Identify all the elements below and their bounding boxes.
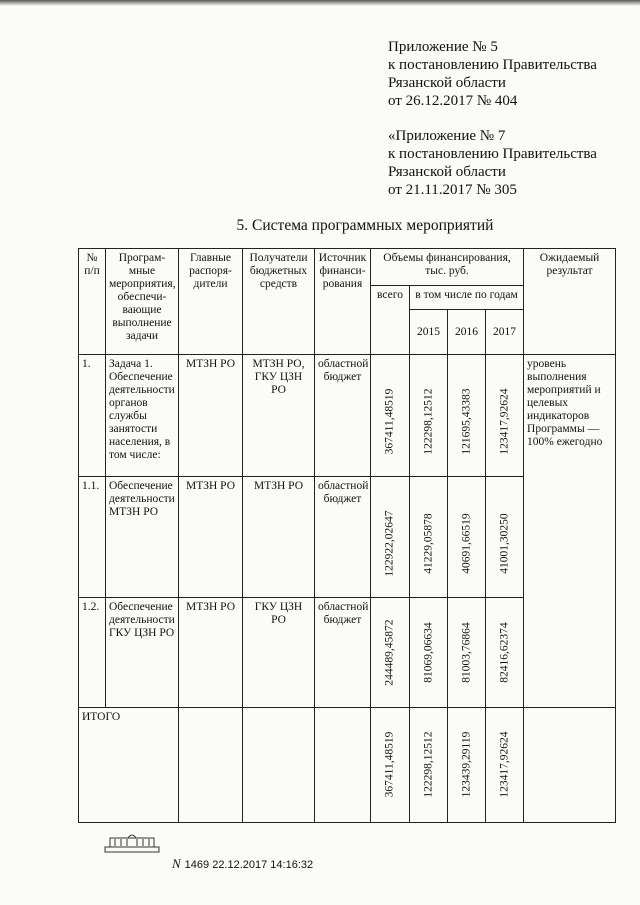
header-source: Источник финанси-рования [315, 249, 371, 355]
header-by-years: в том числе по годам [410, 286, 524, 310]
header-funding: Объемы финансирования, тыс. руб. [371, 249, 524, 286]
header-managers: Главные распоря-дители [179, 249, 243, 355]
program-measures-table [78, 248, 616, 823]
annex-line: Приложение № 5 [388, 39, 498, 55]
registration-mark: N [172, 856, 181, 871]
annex-line: Рязанской области [388, 164, 506, 180]
header-result: Ожидаемый результат [524, 249, 616, 355]
cell-source: областной бюджет [315, 477, 371, 598]
cell-2016 [448, 355, 486, 477]
cell-empty [315, 708, 371, 823]
cell-measure: Обеспечение деятельности ГКУ ЦЗН РО [106, 598, 179, 708]
cell-manager: МТЗН РО [179, 598, 243, 708]
government-building-icon [104, 832, 160, 854]
cell-2017 [486, 598, 524, 708]
cell-empty [243, 708, 315, 823]
total-row [79, 708, 616, 823]
cell-num: 1. [79, 355, 106, 477]
annex-header-current [388, 38, 597, 110]
cell-source: областной бюджет [315, 355, 371, 477]
cell-2017 [486, 708, 524, 823]
cell-2016 [448, 598, 486, 708]
annex-line: от 26.12.2017 № 404 [388, 93, 518, 109]
value-total: 367411,48519 [383, 388, 396, 455]
value-total: 122922,02647 [383, 510, 396, 577]
cell-manager: МТЗН РО [179, 355, 243, 477]
annex-line: Рязанской области [388, 75, 506, 91]
value-2015: 122298,12512 [422, 388, 434, 455]
annex-line: к постановлению Правительства [388, 57, 597, 73]
cell-measure: Задача 1. Обеспечение деятельности органов службы занятости населения, в том числе: [106, 355, 179, 477]
header-total: всего [371, 286, 410, 355]
value-2015: 41229,05878 [422, 513, 434, 574]
cell-recipient: МТЗН РО, ГКУ ЦЗН РО [243, 355, 315, 477]
value-2017: 82416,62374 [498, 622, 511, 683]
scan-edge-shadow [0, 0, 640, 6]
cell-2015 [410, 477, 448, 598]
annex-line: «Приложение № 7 [388, 128, 506, 144]
cell-result: уровень выполнения мероприятий и целевых индикаторов Программы — 100% ежегодно [524, 355, 616, 708]
cell-2016 [448, 708, 486, 823]
header-year: 2016 [448, 310, 486, 355]
cell-recipient: ГКУ ЦЗН РО [243, 598, 315, 708]
header-year: 2017 [486, 310, 524, 355]
cell-num: 1.1. [79, 477, 106, 598]
annex-line: от 21.11.2017 № 305 [388, 182, 517, 198]
cell-empty [524, 708, 616, 823]
value-2015: 81069,06634 [422, 622, 434, 683]
table-row [79, 355, 616, 477]
cell-recipient: МТЗН РО [243, 477, 315, 598]
cell-2017 [486, 355, 524, 477]
cell-2015 [410, 355, 448, 477]
value-2016: 40691,66519 [460, 513, 472, 574]
cell-num: 1.2. [79, 598, 106, 708]
cell-empty [179, 708, 243, 823]
header-measures: Програм-мные мероприятия, обеспечи-вающие выполнение задачи [106, 249, 179, 355]
cell-2016 [448, 477, 486, 598]
cell-2015 [410, 598, 448, 708]
header-num: № п/п [79, 249, 106, 355]
cell-manager: МТЗН РО [179, 477, 243, 598]
value-2016: 81003,76864 [460, 622, 472, 683]
header-year: 2015 [410, 310, 448, 355]
registration-stamp: 1469 22.12.2017 14:16:32 [184, 859, 314, 871]
value-2017: 41001,30250 [498, 513, 511, 574]
value-2017: 123417,92624 [498, 731, 511, 798]
annex-header-previous [388, 127, 597, 199]
value-2016: 121695,43383 [460, 388, 472, 455]
cell-total [371, 598, 410, 708]
annex-line: к постановлению Правительства [388, 146, 597, 162]
cell-2015 [410, 708, 448, 823]
registration-footer [172, 856, 313, 872]
cell-source: областной бюджет [315, 598, 371, 708]
value-total: 244489,45872 [383, 619, 396, 686]
value-2016: 123439,29119 [460, 731, 472, 798]
cell-total-label: ИТОГО [79, 708, 179, 823]
header-recipients: Получатели бюджетных средств [243, 249, 315, 355]
value-2017: 123417,92624 [498, 388, 511, 455]
header-row [79, 249, 616, 286]
cell-total [371, 477, 410, 598]
value-2015: 122298,12512 [422, 731, 434, 798]
cell-total [371, 355, 410, 477]
value-total: 367411,48519 [383, 731, 396, 798]
section-title: 5. Система программных мероприятий [236, 217, 494, 234]
cell-measure: Обеспечение деятельности МТЗН РО [106, 477, 179, 598]
cell-2017 [486, 477, 524, 598]
cell-total [371, 708, 410, 823]
